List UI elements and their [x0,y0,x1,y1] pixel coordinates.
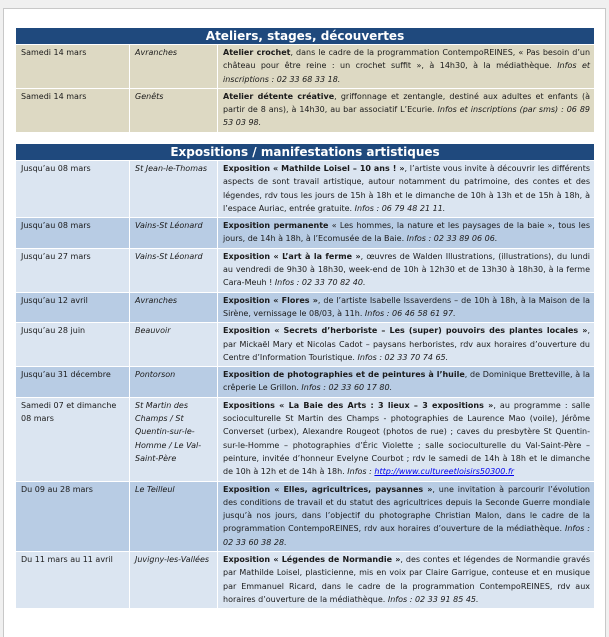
event-title: Expositions « La Baie des Arts : 3 lieux – 3 expositions » [223,400,494,410]
event-place: St Martin des Champs / St Quentin-sur-le-Homme / Le Val-Saint-Père [130,397,218,481]
table-row [16,323,594,367]
table-row [16,292,594,323]
event-date: Samedi 07 et dimanche 08 mars [16,397,130,481]
event-text: « Les hommes, la nature et les paysages de la baie », tous les jours, de 14h à 18h, à l’Ecomusée de la Baie. [223,221,590,244]
table-row [16,248,594,292]
event-text: , œuvres de Walden Illustrations, (illustrations), du lundi au vendredi de 9h30 à 18h30, week-end de 10h à 12h30 et de 13h30 à 18h30, à la ferme Cara-Meuh ! [223,251,591,288]
event-info: Infos : 06 46 58 61 97. [362,308,456,318]
event-description [218,397,595,481]
event-text: , l’artiste vous invite à découvrir les différents aspects de sont travail artistique, autour notamment du patrimoine, des contes et des légendes, rdv tous les jours de 15h à 18h et le dimanche de 10h à 13h et de 15h à 18h, à l’espace Auriac, entrée gratuite. [223,164,590,213]
event-title: Exposition « Elles, agricultrices, paysannes » [223,484,433,494]
event-description [218,481,595,551]
table-row [16,161,594,218]
event-date: Jusqu’au 08 mars [16,218,130,249]
table-row [16,481,594,551]
window-left-edge [0,8,4,637]
event-date: Du 09 au 28 mars [16,481,130,551]
event-place: Vains-St Léonard [130,248,218,292]
event-title: Atelier détente créative [223,91,335,101]
event-date: Jusqu’au 08 mars [16,161,130,218]
event-place: St Jean-le-Thomas [130,161,218,218]
event-text: , de l’artiste Isabelle Issaverdens – de 10h à 18h, à la Maison de la Sirène, vernissage le 08/03, à 11h. [223,295,590,318]
event-title: Exposition « Légendes de Normandie » [223,555,401,565]
event-description [218,292,595,323]
event-info: Infos : 02 33 60 38 28. [223,524,591,547]
event-description [218,248,595,292]
event-description [218,323,595,367]
event-date: Du 11 mars au 11 avril [16,552,130,609]
event-date: Jusqu’au 28 juin [16,323,130,367]
event-place: Vains-St Léonard [130,218,218,249]
event-description [218,367,595,398]
event-info: Infos : 02 33 89 06 06. [404,234,498,244]
event-info: Infos : [344,467,375,477]
event-place: Le Teilleul [130,481,218,551]
event-text: , au programme : salle socioculturelle St Martin des Champs - photographies de Laurence Mao (voile), Jérôme Converset (urbex), Alexandre Rougeot (photos de rue) ; caves du presbytère St Quentin-sur-le-Homme – photographies d’Éric Violette ; salle socioculturelle du Val-Saint-Père – peinture, invitée d’honneur Evelyne Courbot ; rdv le samedi de 14h à 18h et le dimanche de 10h à 12h et de 14h à 18h. [223,400,590,477]
event-title: Exposition « Flores » [223,295,318,305]
table-row [16,218,594,249]
event-date: Samedi 14 mars [16,88,130,132]
event-info: Infos : 02 33 70 82 40. [272,278,366,288]
event-description [218,161,595,218]
table-row [16,367,594,398]
event-text: , de Dominique Bretteville, à la crêperie Le Grillon. [223,370,590,393]
event-title: Exposition « L’art à la ferme » [223,251,361,261]
event-text: , des contes et légendes de Normandie gravés par Mathilde Loisel, plasticienne, mis en voix par Claire Garrigue, conteuse et en musique par Emmanuel Ricard, dans le cadre de la programmation ContempoREINES, rdv aux horaires d’ouverture de la médiathèque. [223,555,590,604]
event-text: , griffonnage et zentangle, destiné aux adultes et enfants (à partir de 8 ans), à 14h30, au bar associatif L’Ecurie. [223,91,590,115]
event-text: , par Mickaël Mary et Nicolas Cadot – paysans herboristes, rdv aux horaires d’ouverture du Centre d’Information Touristique. [223,326,590,362]
table-row [16,397,594,481]
expositions-section-title: Expositions / manifestations artistiques [16,144,594,160]
event-date: Jusqu’au 31 décembre [16,367,130,398]
event-info: Infos : 02 33 70 74 65. [354,352,449,362]
ateliers-section-title: Ateliers, stages, découvertes [16,28,594,44]
event-info: Infos et inscriptions (par sms) : 06 89 53 03 98. [223,105,590,128]
expositions-table [16,161,594,609]
window-right-edge [605,8,609,637]
event-place: Genêts [130,88,218,132]
window-top-edge [0,0,609,9]
event-info: Infos : 06 79 48 21 11. [352,203,446,213]
table-row [16,552,594,609]
event-title: Exposition « Secrets d’herboriste – Les (super) pouvoirs des plantes locales » [223,326,588,336]
event-place: Avranches [130,45,218,88]
event-title: Atelier crochet [223,48,291,57]
event-info: Infos : 02 33 91 85 45. [385,594,479,604]
event-title: Exposition « Mathilde Loisel – 10 ans ! » [223,164,405,173]
event-date: Samedi 14 mars [16,45,130,88]
event-description [218,218,595,249]
event-place: Pontorson [130,367,218,398]
table-row [16,45,594,88]
ateliers-table [16,45,594,133]
event-place: Beauvoir [130,323,218,367]
ateliers-section [16,28,594,133]
event-text: , une invitation à parcourir l’évolution des conditions de travail et du statut des agricultrices depuis la Seconde Guerre mondiale jusqu’à nos jours, dans l’objectif du photographe Christian Malon, dans le cadre de la programmation ContempoREINES, rdv aux horaires d’ouverture de la médiathèque. [223,484,590,534]
event-title: Exposition permanente [223,221,329,231]
event-text: , dans le cadre de la programmation ContempoREINES, « Pas besoin d’un château pour être reine : un crochet suffit », à 14h30, à la médiathèque. [223,48,591,71]
event-description [218,45,595,88]
event-description [218,88,595,132]
event-description [218,552,595,609]
event-date: Jusqu’au 12 avril [16,292,130,323]
event-date: Jusqu’au 27 mars [16,248,130,292]
event-website-link[interactable]: http://www.cultureetloisirs50300.fr [374,467,515,477]
event-info: Infos et inscriptions : 02 33 68 33 18. [223,61,591,84]
event-place: Avranches [130,292,218,323]
event-info: Infos : 02 33 60 17 80. [298,383,393,393]
event-title: Exposition de photographies et de peintures à l’huile [223,370,465,380]
event-place: Juvigny-les-Vallées [130,552,218,609]
expositions-section [16,144,594,609]
table-row [16,88,594,132]
